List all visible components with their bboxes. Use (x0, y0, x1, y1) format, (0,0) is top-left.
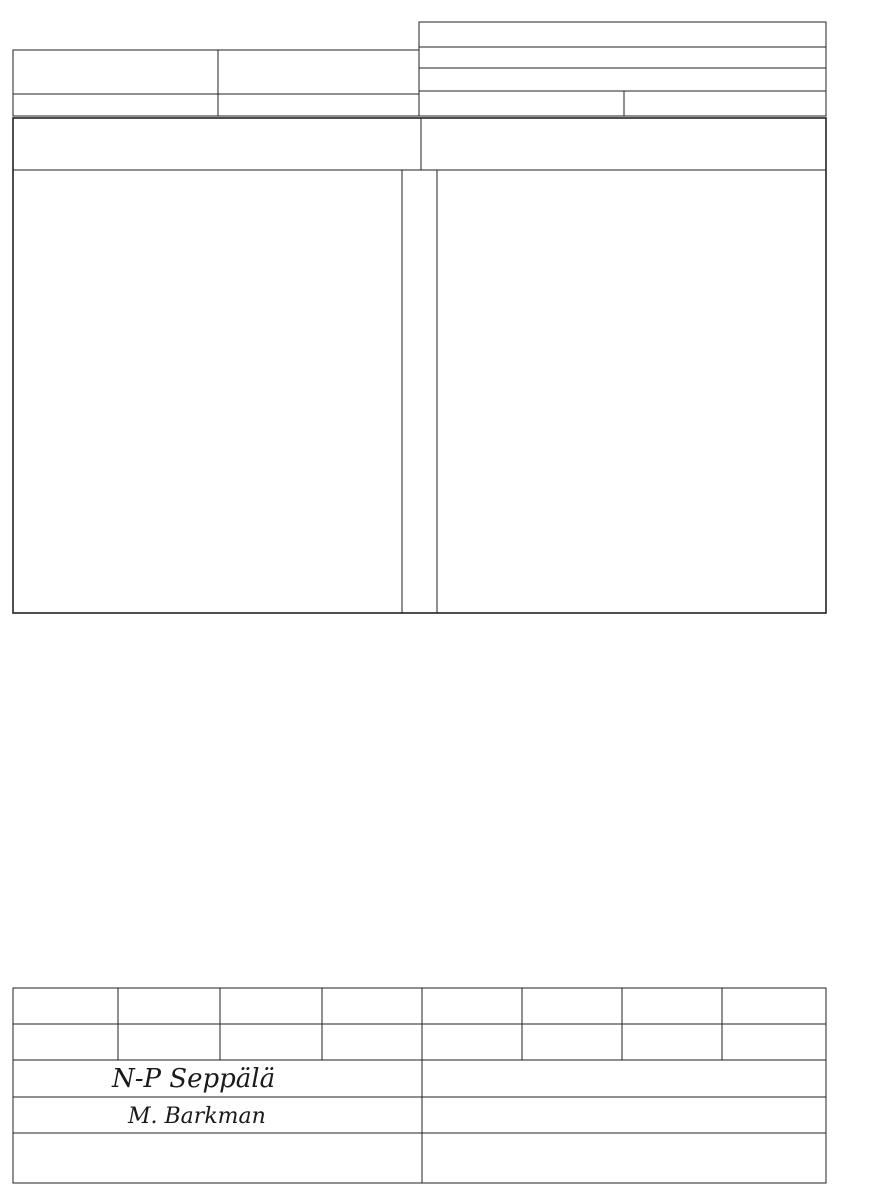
sign-away-signature: M. Barkman (128, 1104, 266, 1129)
sign-home-signature: N-P Seppälä (112, 1064, 276, 1094)
